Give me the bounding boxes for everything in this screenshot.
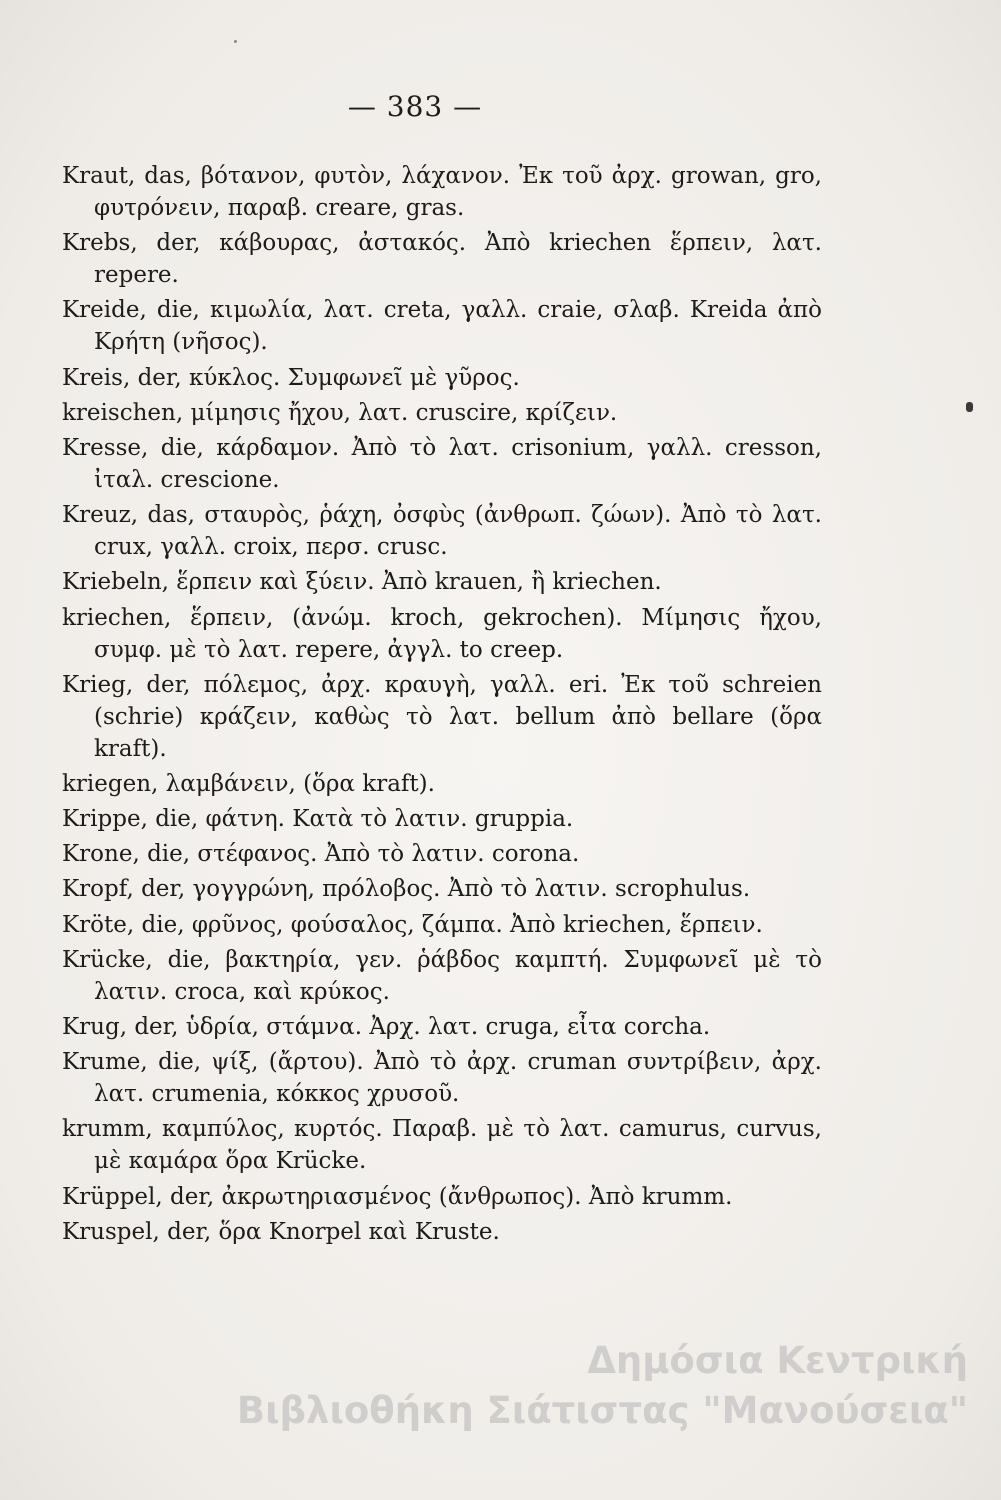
dictionary-entry: Krebs, der, κάβουρας, ἀστακός. Ἀπὸ kriechen ἕρπειν, λατ. repere. — [62, 230, 822, 289]
dictionary-entry: kriechen, ἕρπειν, (ἀνώμ. kroch, gekrochen). Μίμησις ἤχου, συμφ. μὲ τὸ λατ. repere, ἀγγλ. to creep. — [62, 604, 822, 663]
paper-speck — [234, 40, 237, 43]
dictionary-entry: Krücke, die, βακτηρία, γεν. ῥάβδος καμπτή. Συμφωνεῖ μὲ τὸ λατιν. croca, καὶ κρύκος. — [62, 946, 822, 1005]
dictionary-entry: Kropf, der, γογγρώνη, πρόλοβος. Ἀπὸ τὸ λατιν. scrophulus. — [62, 876, 751, 903]
dictionary-entry: Kreide, die, κιμωλία, λατ. creta, γαλλ. craie, σλαβ. Kreida ἀπὸ Κρήτη (νῆσος). — [62, 297, 822, 356]
dictionary-entry: Krüppel, der, ἀκρωτηριασμένος (ἄνθρωπος). Ἀπὸ krumm. — [62, 1183, 733, 1210]
dictionary-entry: Kreuz, das, σταυρὸς, ῥάχη, ὀσφὺς (ἀνθρωπ. ζώων). Ἀπὸ τὸ λατ. crux, γαλλ. croix, περσ. crusc. — [62, 502, 822, 561]
dictionary-entry: kriegen, λαμβάνειν, (ὅρα kraft). — [62, 770, 435, 797]
dictionary-entry: Kraut, das, βότανον, φυτὸν, λάχανον. Ἐκ τοῦ ἀρχ. growan, gro, φυτρόνειν, παραβ. creare, gras. — [62, 163, 822, 221]
dictionary-entries — [62, 160, 822, 1251]
dictionary-entry: Kreis, der, κύκλος. Συμφωνεῖ μὲ γῦρος. — [62, 364, 520, 391]
watermark-line-1: Δημόσια Κεντρική — [587, 1339, 968, 1382]
dictionary-entry: Krug, der, ὑδρία, στάμνα. Ἀρχ. λατ. cruga, εἶτα corcha. — [62, 1014, 711, 1040]
ink-dot — [966, 402, 973, 412]
dictionary-entry: Krone, die, στέφανος. Ἀπὸ τὸ λατιν. corona. — [62, 841, 580, 868]
dictionary-entry: Krume, die, ψίξ, (ἄρτου). Ἀπὸ τὸ ἀρχ. cruman συντρίβειν, ἀρχ. λατ. crumenia, κόκκος χρυσοῦ. — [62, 1049, 822, 1108]
dictionary-entry: Krieg, der, πόλεμος, ἀρχ. κραυγὴ, γαλλ. eri. Ἐκ τοῦ schreien (schrie) κράζειν, καθὼς τὸ λατ. bellum ἀπὸ bellare (ὅρα kraft). — [62, 671, 822, 762]
dictionary-entry: kreischen, μίμησις ἤχου, λατ. cruscire, κρίζειν. — [62, 399, 618, 426]
library-watermark — [228, 1336, 968, 1436]
page-number: — 383 — — [347, 90, 483, 123]
dictionary-entry: Krippe, die, φάτνη. Κατὰ τὸ λατιν. gruppia. — [62, 806, 574, 833]
dictionary-entry: krumm, καμπύλος, κυρτός. Παραβ. μὲ τὸ λατ. camurus, curvus, μὲ καμάρα ὅρα Krücke. — [62, 1116, 822, 1175]
dictionary-entry: Kruspel, der, ὅρα Knorpel καὶ Kruste. — [62, 1218, 500, 1245]
watermark-line-2: Βιβλιοθήκη Σιάτιστας "Μανούσεια" — [236, 1389, 968, 1432]
dictionary-entry: Kriebeln, ἕρπειν καὶ ξύειν. Ἀπὸ krauen, ἢ kriechen. — [62, 569, 662, 596]
dictionary-entry: Kresse, die, κάρδαμον. Ἀπὸ τὸ λατ. crisonium, γαλλ. cresson, ἰταλ. crescione. — [62, 434, 822, 493]
dictionary-entry: Kröte, die, φρῦνος, φούσαλος, ζάμπα. Ἀπὸ kriechen, ἕρπειν. — [62, 911, 763, 938]
